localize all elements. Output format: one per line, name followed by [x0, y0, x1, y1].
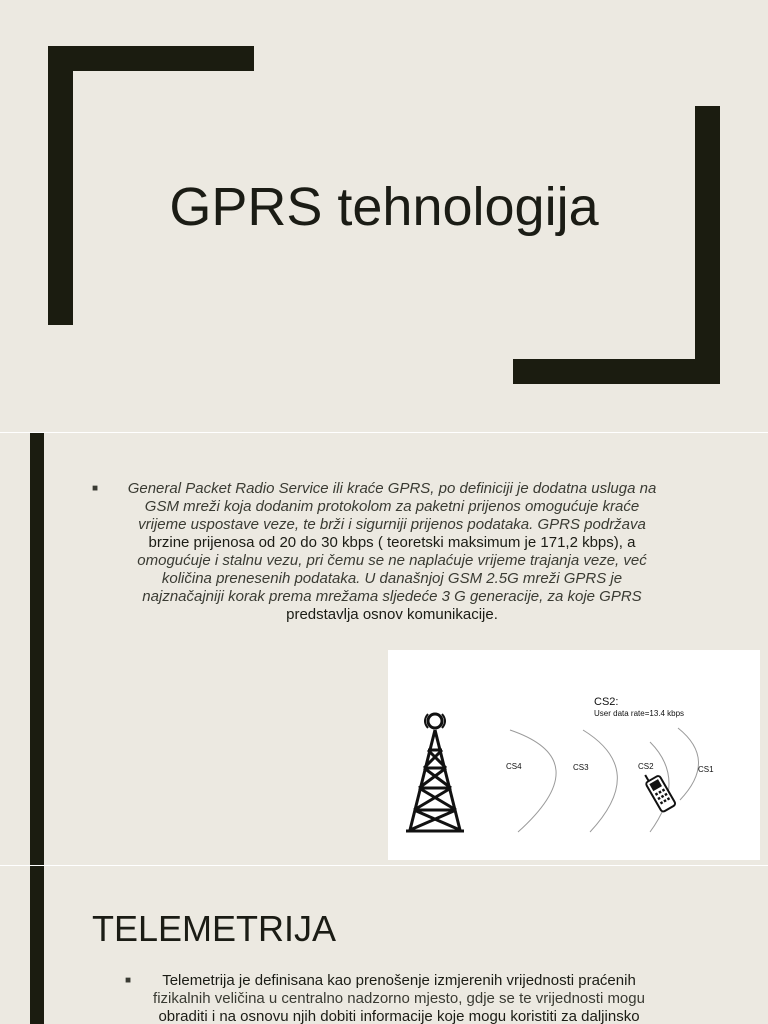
coverage-arc-cs1	[678, 728, 699, 800]
slide-heading: TELEMETRIJA	[92, 908, 337, 949]
label-cs3: CS3	[573, 763, 589, 772]
frame-corner-bottom-right-horizontal	[513, 359, 720, 384]
label-cs4: CS4	[506, 762, 522, 771]
text-line: obraditi i na osnovu njih dobiti informacije koje mogu koristiti za daljinsko	[158, 1008, 640, 1024]
accent-vertical-bar	[30, 866, 44, 1024]
mobile-phone-icon	[642, 769, 676, 813]
text-line: fizikalnih veličina u centralno nadzorno mjesto, gdje se te vrijednosti mogu	[153, 990, 645, 1007]
text-line: GSM mreži koja dodanim protokolom za paketni prijenos omogućuje kraće	[144, 498, 640, 515]
slide-title: GPRS tehnologija	[169, 177, 599, 237]
cs2-subtitle: User data rate=13.4 kbps	[594, 709, 685, 718]
text-line: količina prenesenih podataka. U današnjoj GSM 2.5G mreži GPRS je	[161, 570, 623, 587]
frame-corner-top-left-horizontal	[48, 46, 254, 71]
label-cs2: CS2	[638, 762, 654, 771]
telemetry-bullet	[125, 972, 665, 1024]
text-line: najznačajniji korak prema mrežama sljedeće 3 G generacije, za koje GPRS	[142, 588, 642, 605]
text-line: vrijeme uspostave veze, te brži i sigurniji prijenos podataka. GPRS podržava	[138, 516, 646, 533]
label-cs1: CS1	[698, 765, 714, 774]
coding-scheme-figure	[388, 650, 760, 860]
bullet-marker: ■	[125, 975, 132, 986]
frame-corner-bottom-right-vertical	[695, 106, 720, 384]
text-line-highlight: predstavlja osnov komunikacije.	[286, 606, 498, 623]
definition-bullet	[92, 480, 692, 624]
coverage-arc-cs4	[510, 730, 556, 832]
accent-vertical-bar	[30, 433, 44, 865]
gprs-definition-slide	[0, 433, 768, 865]
text-line: omogućuje i stalnu vezu, pri čemu se ne naplaćuje vrijeme trajanja veze, već	[137, 552, 647, 569]
cs2-title: CS2:	[594, 696, 619, 708]
bullet-marker: ■	[92, 483, 99, 494]
text-line: General Packet Radio Service ili kraće GPRS, po definiciji je dodatna usluga na	[127, 480, 657, 497]
text-line: Telemetrija je definisana kao prenošenje izmjerenih vrijednosti praćenih	[162, 972, 636, 989]
telemetrija-slide	[0, 866, 768, 1024]
cell-tower-icon	[406, 714, 464, 831]
text-line-highlight: brzine prijenosa od 20 do 30 kbps ( teoretski maksimum je 171,2 kbps), a	[148, 534, 636, 551]
coverage-arc-cs3	[583, 730, 617, 832]
title-slide	[0, 0, 768, 432]
